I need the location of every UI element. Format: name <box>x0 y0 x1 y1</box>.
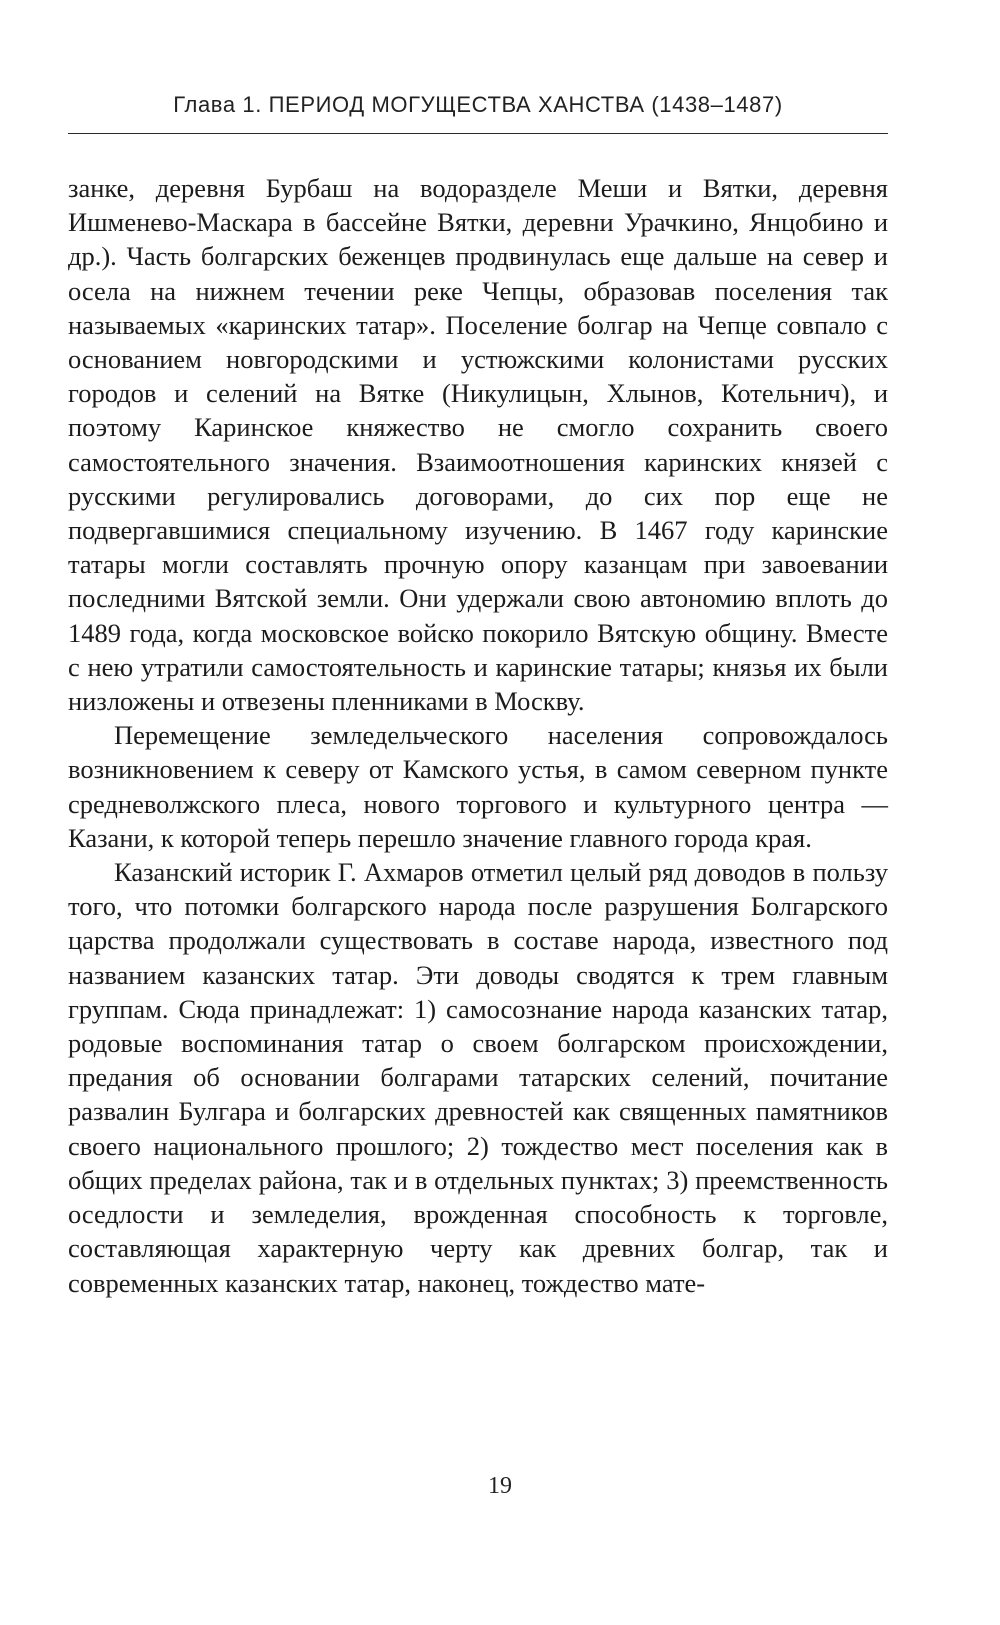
paragraph: Перемещение земледельческого населения сопровождалось возникновением к северу от Камского устья, в самом северном пункте средневолжского плеса, нового торгового и культурного центра — Казани, к которой теперь перешло значение главного города края. <box>68 720 888 853</box>
paragraph-continued: занке, деревня Бурбаш на водоразделе Меши и Вятки, деревня Ишменево-Маскара в бассейне Вятки, деревни Урачкино, Янцобино и др.). Часть болгарских беженцев продвинулась еще дальше на север и осела на нижнем течении реке Чепцы, образовав поселения так называемых «каринских татар». Поселение болгар на Чепце совпало с основанием новгородскими и устюжскими колонистами русских городов и селений на Вятке (Никулицын, Хлынов, Котельнич), и поэтому Каринское княжество не смогло сохранить своего самостоятельного значения. Взаимоотношения каринских князей с русскими регулировались договорами, до сих пор еще не подвергавшимися специальному изучению. В 1467 году каринские татары могли составлять прочную опору казанцам при завоевании последними Вятской земли. Они удержали свою автономию вплоть до 1489 года, когда московское войско покорило Вятскую общину. Вместе с нею утратили самостоятельность и каринские татары; князья их были низложены и отвезены пленниками в Москву. <box>68 173 888 717</box>
header-rule <box>68 133 888 134</box>
running-header: Глава 1. ПЕРИОД МОГУЩЕСТВА ХАНСТВА (1438–1487) <box>173 92 783 117</box>
paragraph: Казанский историк Г. Ахмаров отметил целый ряд доводов в пользу того, что потомки болгарского народа после разрушения Болгарского царства продолжали существовать в составе народа, известного под названием казанских татар. Эти доводы сводятся к трем главным группам. Сюда принадлежат: 1) самосознание народа казанских татар, родовые воспоминания татар о своем болгарском происхождении, предания об основании болгарами татарских селений, почитание развалин Булгара и болгарских древностей как священных памятников своего национального прошлого; 2) тождество мест поселения как в общих пределах района, так и в отдельных пунктах; 3) преемственность оседлости и земледелия, врожденная способность к торговле, составляющая характерную черту как древних болгар, так и современных казанских татар, наконец, тождество мате- <box>68 857 888 1298</box>
page-number: 19 <box>488 1473 512 1499</box>
body-text <box>68 171 888 1300</box>
